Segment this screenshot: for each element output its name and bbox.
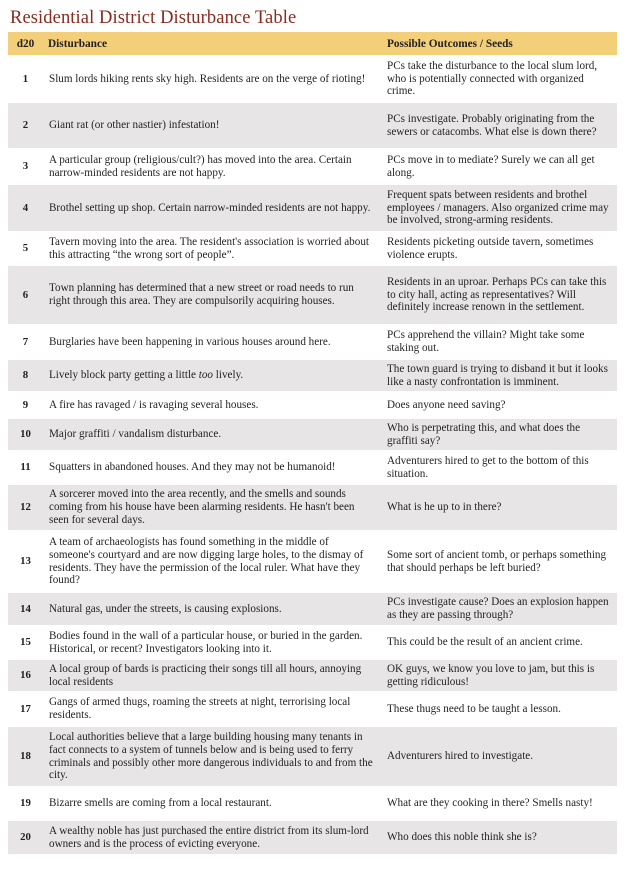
disturbance-cell: Tavern moving into the area. The resident's association is worried about this attracting “the wrong sort of people”. bbox=[43, 232, 382, 265]
disturbance-cell: A team of archaeologists has found something in the middle of someone's courtyard and are now digging large holes, to the dismay of residents. They have the permission of the local ruler. What have they found? bbox=[43, 531, 382, 592]
roll-number: 19 bbox=[8, 787, 43, 820]
roll-number: 1 bbox=[8, 56, 43, 102]
table-header-row bbox=[8, 32, 617, 56]
disturbance-cell: Town planning has determined that a new street or road needs to run right through this area. They are compulsorily acquiring houses. bbox=[43, 265, 382, 325]
table-row bbox=[8, 184, 617, 232]
table-row bbox=[8, 149, 617, 184]
disturbance-cell: Gangs of armed thugs, roaming the streets at night, terrorising local residents. bbox=[43, 692, 382, 726]
table-row bbox=[8, 325, 617, 359]
table-row bbox=[8, 232, 617, 265]
roll-number: 9 bbox=[8, 392, 43, 418]
disturbance-cell: Slum lords hiking rents sky high. Residents are on the verge of rioting! bbox=[43, 56, 382, 102]
outcome-cell: This could be the result of an ancient crime. bbox=[382, 626, 617, 659]
table-row bbox=[8, 820, 617, 854]
disturbance-text-end: lively. bbox=[213, 369, 244, 382]
roll-number: 14 bbox=[8, 592, 43, 626]
outcome-cell: OK guys, we know you love to jam, but this is getting ridiculous! bbox=[382, 659, 617, 692]
roll-number: 10 bbox=[8, 418, 43, 451]
roll-number: 4 bbox=[8, 184, 43, 232]
disturbance-cell: A wealthy noble has just purchased the entire district from its slum-lord owners and is the process of evicting everyone. bbox=[43, 820, 382, 854]
table-row bbox=[8, 451, 617, 484]
table-row bbox=[8, 626, 617, 659]
disturbance-cell: Burglaries have been happening in various houses around here. bbox=[43, 325, 382, 359]
outcome-cell: Residents in an uproar. Perhaps PCs can take this to city hall, acting as representatives? Will definitely increase renown in the settlement. bbox=[382, 265, 617, 325]
outcome-cell: Adventurers hired to get to the bottom of this situation. bbox=[382, 451, 617, 484]
page-title: Residential District Disturbance Table bbox=[10, 8, 297, 28]
outcome-cell: The town guard is trying to disband it but it looks like a nasty confrontation is imminent. bbox=[382, 359, 617, 392]
disturbance-cell: Bizarre smells are coming from a local restaurant. bbox=[43, 787, 382, 820]
disturbance-text-start: Lively block party getting a little bbox=[49, 369, 199, 382]
outcome-cell: PCs move in to mediate? Surely we can all get along. bbox=[382, 149, 617, 184]
disturbance-cell: A fire has ravaged / is ravaging several houses. bbox=[43, 392, 382, 418]
outcome-cell: Residents picketing outside tavern, sometimes violence erupts. bbox=[382, 232, 617, 265]
table-row bbox=[8, 359, 617, 392]
disturbance-cell: Local authorities believe that a large building housing many tenants in fact connects to a system of tunnels below and is being used to ferry criminals and possibly other more dangerous individuals to and from the city. bbox=[43, 726, 382, 787]
roll-number: 15 bbox=[8, 626, 43, 659]
table-row bbox=[8, 265, 617, 325]
column-header-disturbance: Disturbance bbox=[43, 32, 382, 56]
roll-number: 13 bbox=[8, 531, 43, 592]
disturbance-text-emphasis: too bbox=[198, 369, 213, 382]
outcome-cell: Who does this noble think she is? bbox=[382, 820, 617, 854]
column-header-outcomes: Possible Outcomes / Seeds bbox=[382, 32, 617, 56]
outcome-cell: What are they cooking in there? Smells nasty! bbox=[382, 787, 617, 820]
table-row bbox=[8, 102, 617, 149]
roll-number: 7 bbox=[8, 325, 43, 359]
outcome-cell: Does anyone need saving? bbox=[382, 392, 617, 418]
table-row bbox=[8, 484, 617, 531]
outcome-cell: Frequent spats between residents and brothel employees / managers. Also organized crime may be involved, strong-arming residents. bbox=[382, 184, 617, 232]
disturbance-cell: Brothel setting up shop. Certain narrow-minded residents are not happy. bbox=[43, 184, 382, 232]
table-row bbox=[8, 726, 617, 787]
table-row bbox=[8, 787, 617, 820]
roll-number: 11 bbox=[8, 451, 43, 484]
table-row bbox=[8, 531, 617, 592]
disturbance-cell: Bodies found in the wall of a particular house, or buried in the garden. Historical, or recent? Investigators looking into it. bbox=[43, 626, 382, 659]
column-header-d20: d20 bbox=[8, 32, 43, 56]
disturbance-cell: A particular group (religious/cult?) has moved into the area. Certain narrow-minded residents are not happy. bbox=[43, 149, 382, 184]
table-row bbox=[8, 56, 617, 102]
table-row bbox=[8, 692, 617, 726]
roll-number: 18 bbox=[8, 726, 43, 787]
outcome-cell: These thugs need to be taught a lesson. bbox=[382, 692, 617, 726]
roll-number: 2 bbox=[8, 102, 43, 149]
roll-number: 6 bbox=[8, 265, 43, 325]
table-row bbox=[8, 392, 617, 418]
table-row bbox=[8, 592, 617, 626]
roll-number: 16 bbox=[8, 659, 43, 692]
roll-number: 8 bbox=[8, 359, 43, 392]
roll-number: 17 bbox=[8, 692, 43, 726]
disturbance-cell: Major graffiti / vandalism disturbance. bbox=[43, 418, 382, 451]
table-row bbox=[8, 659, 617, 692]
disturbance-cell: Giant rat (or other nastier) infestation! bbox=[43, 102, 382, 149]
outcome-cell: What is he up to in there? bbox=[382, 484, 617, 531]
disturbance-cell: A local group of bards is practicing their songs till all hours, annoying local residents bbox=[43, 659, 382, 692]
outcome-cell: PCs investigate. Probably originating from the sewers or catacombs. What else is down there? bbox=[382, 102, 617, 149]
disturbance-cell: Squatters in abandoned houses. And they may not be humanoid! bbox=[43, 451, 382, 484]
roll-number: 3 bbox=[8, 149, 43, 184]
roll-number: 20 bbox=[8, 820, 43, 854]
disturbance-table bbox=[8, 32, 617, 854]
outcome-cell: PCs take the disturbance to the local slum lord, who is potentially connected with organized crime. bbox=[382, 56, 617, 102]
outcome-cell: PCs apprehend the villain? Might take some staking out. bbox=[382, 325, 617, 359]
outcome-cell: Who is perpetrating this, and what does the graffiti say? bbox=[382, 418, 617, 451]
outcome-cell: Adventurers hired to investigate. bbox=[382, 726, 617, 787]
outcome-cell: PCs investigate cause? Does an explosion happen as they are passing through? bbox=[382, 592, 617, 626]
roll-number: 5 bbox=[8, 232, 43, 265]
table-row bbox=[8, 418, 617, 451]
disturbance-cell: Natural gas, under the streets, is causing explosions. bbox=[43, 592, 382, 626]
roll-number: 12 bbox=[8, 484, 43, 531]
disturbance-cell: A sorcerer moved into the area recently, and the smells and sounds coming from his house have been alarming residents. He hasn't been seen for several days. bbox=[43, 484, 382, 531]
outcome-cell: Some sort of ancient tomb, or perhaps something that should perhaps be left buried? bbox=[382, 531, 617, 592]
disturbance-cell bbox=[43, 359, 382, 392]
